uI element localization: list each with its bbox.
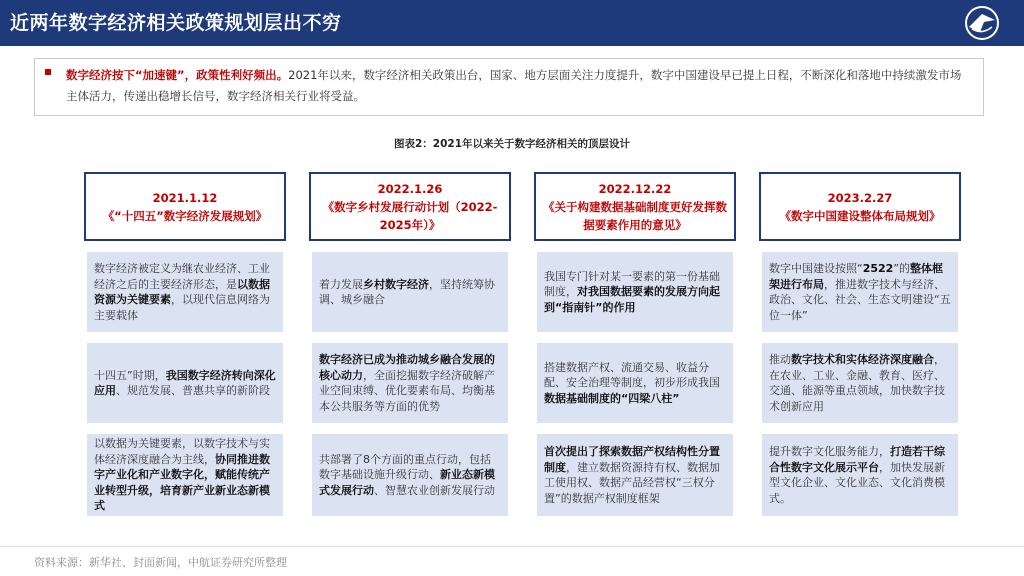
policy-card-text xyxy=(544,444,726,506)
policy-date: 2023.2.27 xyxy=(827,190,893,205)
policy-header xyxy=(309,172,511,241)
card-text-run: 十四五”时期， xyxy=(94,368,166,382)
page-title: 近两年数字经济相关政策规划层出不穷 xyxy=(10,12,342,34)
card-text-run: ，以现代信息网络为主要载体 xyxy=(94,293,270,322)
card-text-run: ，建立数据资源持有权、数据加工使用权、数据产品经营权“三权分置”的数据产权制度框架 xyxy=(544,460,720,505)
card-text-run: 数字中国建设按照“ xyxy=(769,262,863,275)
intro-body: 2021年以来，数字经济相关政策出台，国家、地方层面关注力度提升，数字中国建设早已提上日程，不断深化和落地中持续激发市场主体活力，传递出稳增长信号，数字经济相关行业将受益。 xyxy=(66,68,962,103)
policy-header xyxy=(759,172,961,241)
card-text-run: 推动 xyxy=(769,353,791,366)
bullet-square-icon xyxy=(45,69,51,75)
card-text-run: 搭建数据产权、流通交易、收益分配、安全治理等制度，初步形成我国 xyxy=(544,360,720,390)
emphasized-text: 我国数字经济转向深化应用 xyxy=(94,368,276,397)
policy-document-title: 《“十四五”数字经济发展规划》 xyxy=(102,208,268,223)
policy-card-text xyxy=(319,277,501,308)
card-text-run: 我国专门针对某一要素的第一份基础制度， xyxy=(544,269,720,299)
emphasized-text: 乡村数字经济 xyxy=(363,277,429,291)
policy-card xyxy=(762,434,958,516)
emphasized-text: 新业态新模式发展行动 xyxy=(319,468,495,497)
policy-card-text xyxy=(769,261,951,323)
emphasized-text: 以数据资源为关键要素 xyxy=(94,277,270,306)
policy-card-text xyxy=(544,360,726,407)
card-text-run: ，加快发展新型文化企业、文化业态、文化消费模式。 xyxy=(769,460,945,505)
card-text-run: ，全面挖掘数字经济破解产业空间束缚、优化要素布局、均衡基本公共服务等方面的优势 xyxy=(319,368,495,413)
policy-card-text xyxy=(769,352,951,414)
policy-card xyxy=(87,343,283,423)
emphasized-text: 数字技术和实体经济深度融合 xyxy=(791,353,934,366)
policy-card-text xyxy=(544,269,726,316)
avic-logo-icon xyxy=(962,5,1002,41)
intro-text xyxy=(66,65,971,107)
policy-date: 2021.1.12 xyxy=(152,190,218,205)
card-text-run: 着力发展 xyxy=(319,277,363,291)
emphasized-text: 数字经济已成为推动城乡融合发展的核心动力 xyxy=(319,353,495,382)
card-text-run: 、智慧农业创新发展行动 xyxy=(374,483,495,497)
intro-emphasis: 数字经济按下“加速键”，政策性利好频出。 xyxy=(66,68,289,82)
figure-title: 图表2：2021年以来关于数字经济相关的顶层设计 xyxy=(393,138,631,150)
card-text-run: ”的 xyxy=(893,262,911,275)
policy-card-text xyxy=(94,368,276,399)
policy-document-title: 《数字乡村发展行动计划（2022-2025年）》 xyxy=(322,199,498,232)
card-text-run: ，在农业、工业、金融、教育、医疗、交通、能源等重点领域，加快数字技术创新应用 xyxy=(769,353,945,413)
policy-card xyxy=(87,434,283,516)
policy-header xyxy=(534,172,736,241)
policy-card xyxy=(312,343,508,423)
intro-box xyxy=(34,58,984,116)
policy-card xyxy=(537,434,733,516)
policy-card xyxy=(537,343,733,423)
emphasized-text: 整体框架进行布局 xyxy=(769,262,944,291)
policy-card xyxy=(537,252,733,332)
source-note: 资料来源：新华社、封面新闻，中航证券研究所整理 xyxy=(34,556,287,569)
emphasized-text: 数据基础制度的“四梁八柱” xyxy=(544,391,680,405)
card-text-run: 共部署了8个方面的重点行动，包括数字基础设施升级行动、 xyxy=(319,452,491,482)
card-text-run: 数字经济被定义为继农业经济、工业经济之后的主要经济形态，是 xyxy=(94,262,270,291)
card-text-run: ，推进数字技术与经济、政治、文化、社会、生态文明建设“五位一体” xyxy=(769,277,951,322)
policy-card xyxy=(762,343,958,423)
policy-card xyxy=(762,252,958,332)
policy-card xyxy=(87,252,283,332)
policy-card-text xyxy=(94,436,276,514)
policy-card-text xyxy=(769,444,951,506)
policy-document-title: 《数字中国建设整体布局规划》 xyxy=(779,208,941,223)
policy-header xyxy=(84,172,286,241)
emphasized-text: 对我国数据要素的发展方向起到“指南针”的作用 xyxy=(544,285,720,314)
policy-card-text xyxy=(94,261,276,323)
policy-card xyxy=(312,434,508,516)
emphasized-text: 协同推进数字产业化和产业数字化，赋能传统产业转型升级，培育新产业新业态新模式 xyxy=(94,452,270,513)
footer-divider xyxy=(0,546,1024,547)
policy-date: 2022.12.22 xyxy=(598,181,672,196)
policy-card-text xyxy=(319,452,501,499)
card-text-run: 提升数字文化服务能力， xyxy=(769,445,890,458)
header-bar xyxy=(0,0,1024,46)
policy-card xyxy=(312,252,508,332)
emphasized-text: 首次提出了探索数据产权结构性分置制度 xyxy=(544,445,720,474)
emphasized-text: 打造若干综合性数字文化展示平台 xyxy=(769,445,945,474)
card-text-run: 以数据为关键要素，以数字技术与实体经济深度融合为主线， xyxy=(94,437,270,466)
policy-document-title: 《关于构建数据基础制度更好发挥数据要素作用的意见》 xyxy=(543,199,727,232)
card-text-run: 、规范发展、普惠共享的新阶段 xyxy=(116,384,270,397)
emphasized-text: 2522 xyxy=(862,262,894,275)
policy-card-text xyxy=(319,352,501,414)
policy-date: 2022.1.26 xyxy=(377,181,443,196)
card-text-run: ，坚持统筹协调、城乡融合 xyxy=(319,277,495,306)
